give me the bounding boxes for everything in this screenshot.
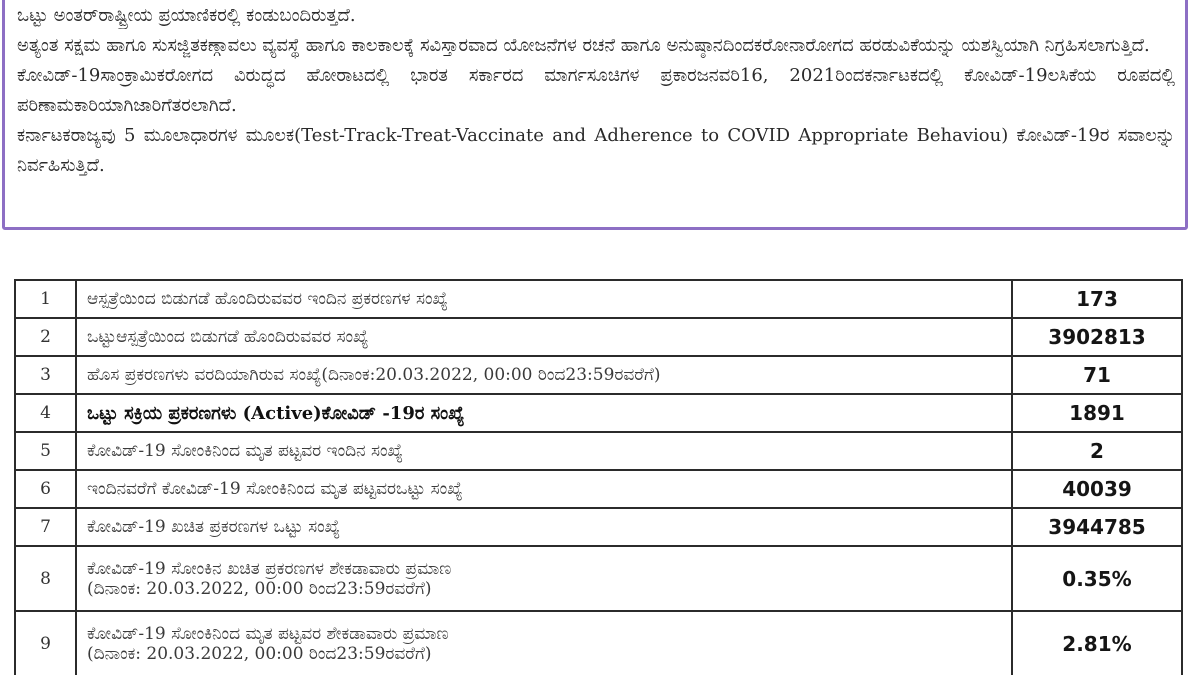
table-row (15, 546, 1182, 611)
covid-stats-table (14, 279, 1183, 675)
row-description-line1: ಕೋವಿಡ್-19 ಸೋಂಕಿನ ಖಚಿತ ಪ್ರಕರಣಗಳ ಶೇಕಡಾವಾರು ಪ್ರಮಾಣ (87, 558, 452, 579)
table-row (15, 394, 1182, 432)
row-description: ಒಟ್ಟು ಸಕ್ರಿಯ ಪ್ರಕರಣಗಳು (Active)ಕೋವಿಡ್ -19ರ ಸಂಖ್ಯೆ (76, 394, 1012, 432)
row-description (76, 611, 1012, 675)
bulletin-box (2, 0, 1188, 230)
row-description-line2: (ದಿನಾಂಕ: 20.03.2022, 00:00 ರಿಂದ23:59ರವರೆಗೆ) (87, 643, 432, 664)
table-row (15, 508, 1182, 546)
table-row (15, 280, 1182, 318)
row-number: 3 (15, 356, 76, 394)
row-description: ಹೊಸ ಪ್ರಕರಣಗಳು ವರದಿಯಾಗಿರುವ ಸಂಖ್ಯೆ(ದಿನಾಂಕ:20.03.2022, 00:00 ರಿಂದ23:59ರವರೆಗೆ) (76, 356, 1012, 394)
row-description: ಇಂದಿನವರೆಗೆ ಕೋವಿಡ್-19 ಸೋಂಕಿನಿಂದ ಮೃತ ಪಟ್ಟವರಒಟ್ಟು ಸಂಖ್ಯೆ (76, 470, 1012, 508)
row-value: 0.35% (1012, 546, 1182, 611)
row-description (76, 546, 1012, 611)
row-description: ಕೋವಿಡ್-19 ಸೋಂಕಿನಿಂದ ಮೃತ ಪಟ್ಟವರ ಇಂದಿನ ಸಂಖ್ಯೆ (76, 432, 1012, 470)
row-value: 3944785 (1012, 508, 1182, 546)
table-row (15, 470, 1182, 508)
row-description: ಆಸ್ಪತ್ರೆಯಿಂದ ಬಿಡುಗಡೆ ಹೊಂದಿರುವವರ ಇಂದಿನ ಪ್ರಕರಣಗಳ ಸಂಖ್ಯೆ (76, 280, 1012, 318)
row-value: 2.81% (1012, 611, 1182, 675)
row-value: 71 (1012, 356, 1182, 394)
row-number: 2 (15, 318, 76, 356)
row-description-line1: ಕೋವಿಡ್-19 ಸೋಂಕಿನಿಂದ ಮೃತ ಪಟ್ಟವರ ಶೇಕಡಾವಾರು ಪ್ರಮಾಣ (87, 623, 449, 644)
bulletin-paragraph: ಕೋವಿಡ್-19ಸಾಂಕ್ರಾಮಿಕರೋಗದ ವಿರುದ್ಧದ ಹೋರಾಟದಲ್ಲಿ ಭಾರತ ಸರ್ಕಾರದ ಮಾರ್ಗಸೂಚಿಗಳ ಪ್ರಕಾರಜನವರಿ16, 2021ರಿಂದಕರ್ನಾಟಕದಲ್ಲಿ ಕೋವಿಡ್-19ಲಸಿಕೆಯ ರೂಪದಲ್ಲಿ ಪರಿಣಾಮಕಾರಿಯಾಗಿಜಾರಿಗೆತರಲಾಗಿದೆ. (17, 65, 1175, 116)
row-number: 8 (15, 546, 76, 611)
bulletin-paragraph: ಅತ್ಯಂತ ಸಕ್ಷಮ ಹಾಗೂ ಸುಸಜ್ಜಿತಕಣ್ಗಾವಲು ವ್ಯವಸ್ಥೆ ಹಾಗೂ ಕಾಲಕಾಲಕ್ಕೆ ಸವಿಸ್ತಾರವಾದ ಯೋಜನೆಗಳ ರಚನೆ ಹಾಗೂ ಅನುಷ್ಠಾನದಿಂದಕರೋನಾರೋಗದ ಹರಡುವಿಕೆಯನ್ನು ಯಶಸ್ವಿಯಾಗಿ ನಿಗ್ರಹಿಸಲಾಗುತ್ತಿದೆ. (17, 35, 1150, 56)
row-description-line2: (ದಿನಾಂಕ: 20.03.2022, 00:00 ರಿಂದ23:59ರವರೆಗೆ) (87, 578, 432, 599)
bulletin-paragraph: ಕರ್ನಾಟಕರಾಜ್ಯವು 5 ಮೂಲಾಧಾರಗಳ ಮೂಲಕ(Test-Track-Treat-Vaccinate and Adherence to COVID Appropriate Behaviou) ಕೋವಿಡ್-19ರ ಸವಾಲನ್ನು ನಿರ್ವಹಿಸುತ್ತಿದೆ. (17, 125, 1175, 176)
table-row (15, 432, 1182, 470)
row-description: ಕೋವಿಡ್-19 ಖಚಿತ ಪ್ರಕರಣಗಳ ಒಟ್ಟು ಸಂಖ್ಯೆ (76, 508, 1012, 546)
row-value: 40039 (1012, 470, 1182, 508)
row-number: 7 (15, 508, 76, 546)
bulletin-paragraph: ಒಟ್ಟು ಅಂತರ್‌ರಾಷ್ಟ್ರೀಯ ಪ್ರಯಾಣಿಕರಲ್ಲಿ ಕಂಡುಬಂದಿರುತ್ತದೆ. (17, 5, 356, 26)
row-value: 2 (1012, 432, 1182, 470)
row-value: 3902813 (1012, 318, 1182, 356)
table-row (15, 611, 1182, 675)
row-number: 5 (15, 432, 76, 470)
row-number: 6 (15, 470, 76, 508)
row-number: 1 (15, 280, 76, 318)
table-row (15, 356, 1182, 394)
row-description: ಒಟ್ಟುಆಸ್ಪತ್ರೆಯಿಂದ ಬಿಡುಗಡೆ ಹೊಂದಿರುವವರ ಸಂಖ್ಯೆ (76, 318, 1012, 356)
table-row (15, 318, 1182, 356)
row-number: 9 (15, 611, 76, 675)
row-value: 1891 (1012, 394, 1182, 432)
row-value: 173 (1012, 280, 1182, 318)
row-number: 4 (15, 394, 76, 432)
